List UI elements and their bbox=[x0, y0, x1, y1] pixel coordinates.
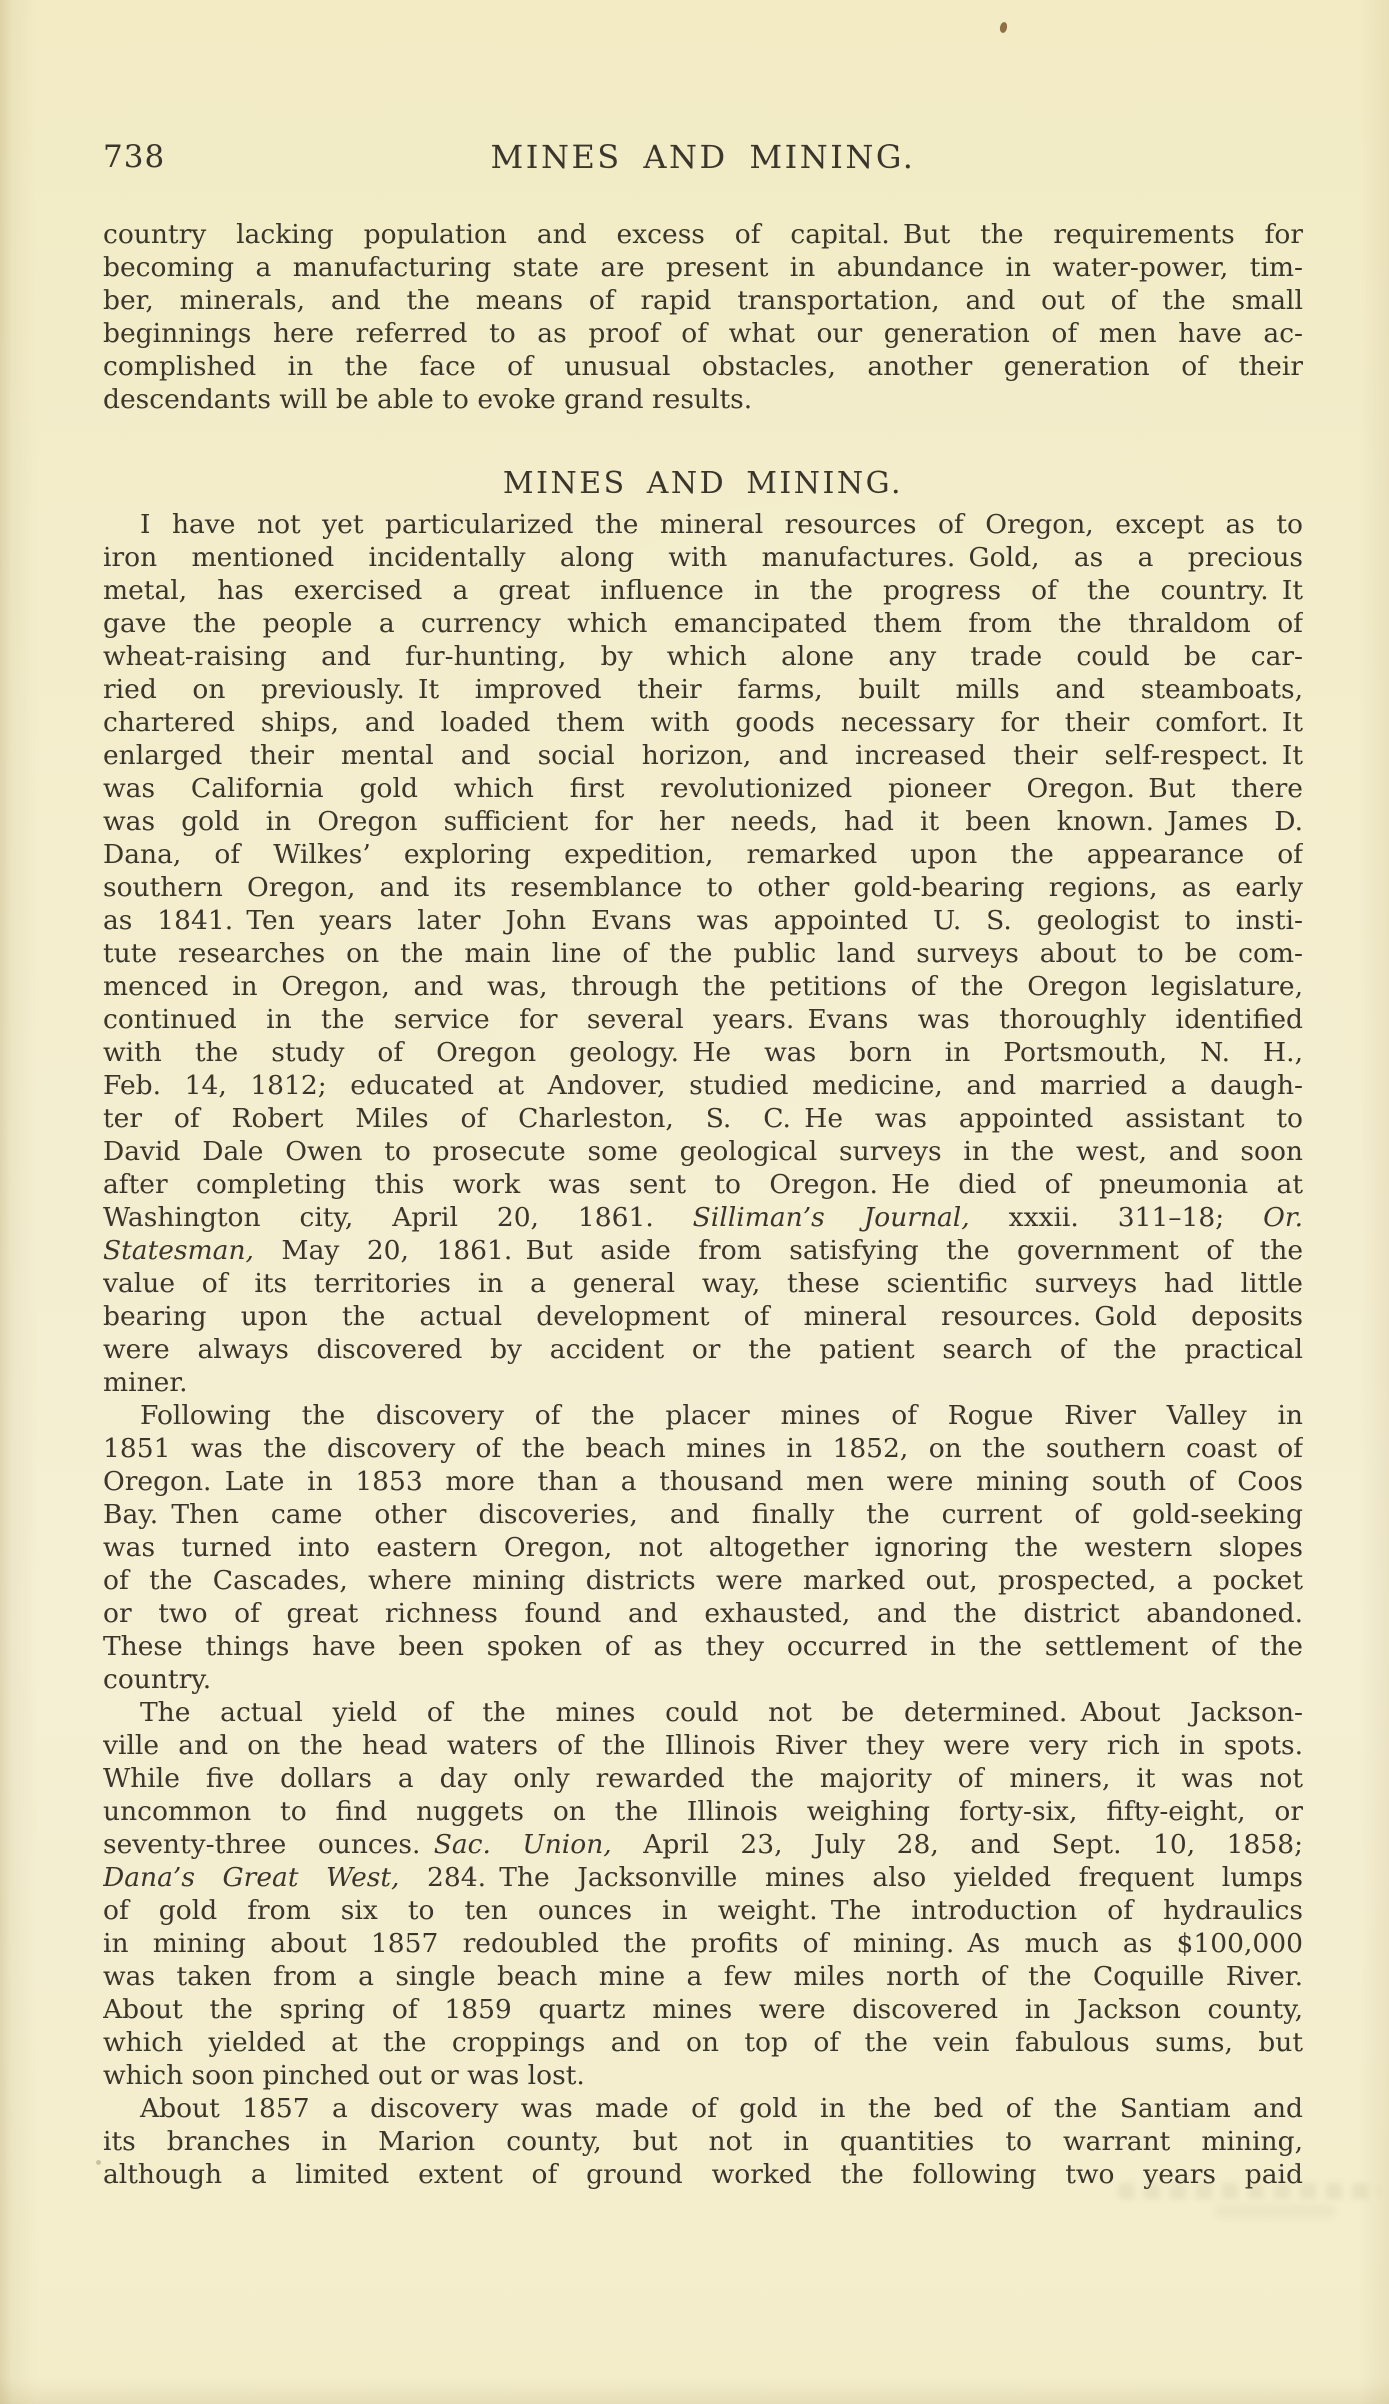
text-line: Following the discovery of the placer mines of Rogue River Valley in bbox=[140, 1400, 1303, 1431]
text-line: country lacking population and excess of capital. But the requirements for bbox=[103, 219, 1303, 250]
text-line: ried on previously. It improved their farms, built mills and steamboats, bbox=[103, 674, 1303, 705]
text-line: Washington city, April 20, 1861. Silliman’s Journal, xxxii. 311–18; Or. bbox=[103, 1202, 1303, 1233]
text-line: Dana, of Wilkes’ exploring expedition, remarked upon the appearance of bbox=[103, 839, 1303, 870]
paragraph bbox=[103, 218, 1303, 416]
text-line: were always discovered by accident or the patient search of the practical bbox=[103, 1334, 1303, 1365]
text-line: Bay. Then came other discoveries, and finally the current of gold-seeking bbox=[103, 1499, 1303, 1530]
text-line: wheat-raising and fur-hunting, by which alone any trade could be car- bbox=[103, 641, 1303, 672]
text-line: menced in Oregon, and was, through the petitions of the Oregon legislature, bbox=[103, 971, 1303, 1002]
text-line: tute researches on the main line of the public land surveys about to be com- bbox=[103, 938, 1303, 969]
text-line: which yielded at the croppings and on top of the vein fabulous sums, but bbox=[103, 2027, 1303, 2058]
text-line: bearing upon the actual development of mineral resources. Gold deposits bbox=[103, 1301, 1303, 1332]
text-line: as 1841. Ten years later John Evans was appointed U. S. geologist to insti- bbox=[103, 905, 1303, 936]
text-line: its branches in Marion county, but not in quantities to warrant mining, bbox=[103, 2126, 1303, 2157]
text-line: 1851 was the discovery of the beach mines in 1852, on the southern coast of bbox=[103, 1433, 1303, 1464]
paragraph bbox=[103, 508, 1303, 1399]
page-number: 738 bbox=[103, 139, 166, 175]
running-head bbox=[103, 136, 1303, 178]
text-line: ville and on the head waters of the Illinois River they were very rich in spots. bbox=[103, 1730, 1303, 1761]
text-line: enlarged their mental and social horizon, and increased their self-respect. It bbox=[103, 740, 1303, 771]
text-line: southern Oregon, and its resemblance to other gold-bearing regions, as early bbox=[103, 872, 1303, 903]
text-line: after completing this work was sent to Oregon. He died of pneumonia at bbox=[103, 1169, 1303, 1200]
text-line: The actual yield of the mines could not be determined. About Jackson- bbox=[140, 1697, 1303, 1728]
text-line: complished in the face of unusual obstacles, another generation of their bbox=[103, 351, 1303, 382]
italic-citation: Statesman, bbox=[103, 1235, 254, 1266]
text-line: Feb. 14, 1812; educated at Andover, studied medicine, and married a daugh- bbox=[103, 1070, 1303, 1101]
text-line: Statesman, May 20, 1861. But aside from satisfying the government of the bbox=[103, 1235, 1303, 1266]
text-line: descendants will be able to evoke grand results. bbox=[103, 384, 753, 415]
text-line: iron mentioned incidentally along with manufactures. Gold, as a precious bbox=[103, 542, 1303, 573]
running-title: MINES AND MINING. bbox=[490, 138, 916, 176]
text-line: gave the people a currency which emancipated them from the thraldom of bbox=[103, 608, 1303, 639]
text-line: was turned into eastern Oregon, not altogether ignoring the western slopes bbox=[103, 1532, 1303, 1563]
text-line: uncommon to find nuggets on the Illinois weighing forty-six, fifty-eight, or bbox=[103, 1796, 1303, 1827]
text-line: of the Cascades, where mining districts were marked out, prospected, a pocket bbox=[103, 1565, 1303, 1596]
text-line: was gold in Oregon sufficient for her needs, had it been known. James D. bbox=[103, 806, 1303, 837]
italic-citation: Or. bbox=[1263, 1202, 1303, 1233]
italic-citation: Silliman’s Journal, bbox=[692, 1202, 970, 1233]
text-line: These things have been spoken of as they occurred in the settlement of the bbox=[103, 1631, 1303, 1662]
text-line: beginnings here referred to as proof of what our generation of men have ac- bbox=[103, 318, 1303, 349]
text-line: was California gold which first revolutionized pioneer Oregon. But there bbox=[103, 773, 1303, 804]
text-line: chartered ships, and loaded them with goods necessary for their comfort. It bbox=[103, 707, 1303, 738]
text-line: ber, minerals, and the means of rapid transportation, and out of the small bbox=[103, 285, 1303, 316]
italic-citation: Sac. Union, bbox=[433, 1829, 612, 1860]
paper-speck-small bbox=[96, 2160, 101, 2165]
text-line: which soon pinched out or was lost. bbox=[103, 2060, 585, 2091]
text-line: continued in the service for several years. Evans was thoroughly identified bbox=[103, 1004, 1303, 1035]
body-text bbox=[103, 218, 1303, 2191]
text-line: While five dollars a day only rewarded the majority of miners, it was not bbox=[103, 1763, 1303, 1794]
text-line: in mining about 1857 redoubled the profits of mining. As much as $100,000 bbox=[103, 1928, 1303, 1959]
text-line: miner. bbox=[103, 1367, 188, 1398]
section-heading-gap bbox=[103, 416, 1303, 508]
text-line: of gold from six to ten ounces in weight. The introduction of hydraulics bbox=[103, 1895, 1303, 1926]
paragraph bbox=[103, 1399, 1303, 1696]
text-line: Dana’s Great West, 284. The Jacksonville mines also yielded frequent lumps bbox=[103, 1862, 1303, 1893]
paragraph bbox=[103, 1696, 1303, 2092]
ink-showthrough-2 bbox=[1215, 2205, 1335, 2217]
text-line: Oregon. Late in 1853 more than a thousand men were mining south of Coos bbox=[103, 1466, 1303, 1497]
text-line: ter of Robert Miles of Charleston, S. C. He was appointed assistant to bbox=[103, 1103, 1303, 1134]
text-line: I have not yet particularized the mineral resources of Oregon, except as to bbox=[140, 509, 1303, 540]
text-line: or two of great richness found and exhausted, and the district abandoned. bbox=[103, 1598, 1303, 1629]
text-line: seventy-three ounces. Sac. Union, April 23, July 28, and Sept. 10, 1858; bbox=[103, 1829, 1303, 1860]
text-line: metal, has exercised a great influence in the progress of the country. It bbox=[103, 575, 1303, 606]
text-line: About the spring of 1859 quartz mines were discovered in Jackson county, bbox=[103, 1994, 1303, 2025]
italic-citation: Dana’s Great West, bbox=[103, 1862, 400, 1893]
text-line: country. bbox=[103, 1664, 212, 1695]
text-line: value of its territories in a general way, these scientific surveys had little bbox=[103, 1268, 1303, 1299]
text-line: although a limited extent of ground worked the following two years paid bbox=[103, 2159, 1303, 2190]
text-line: About 1857 a discovery was made of gold in the bed of the Santiam and bbox=[140, 2093, 1303, 2124]
text-line: with the study of Oregon geology. He was born in Portsmouth, N. H., bbox=[103, 1037, 1303, 1068]
paper-speck bbox=[999, 21, 1008, 33]
section-heading: MINES AND MINING. bbox=[502, 466, 904, 501]
text-line: was taken from a single beach mine a few miles north of the Coquille River. bbox=[103, 1961, 1303, 1992]
text-line: becoming a manufacturing state are present in abundance in water-power, tim- bbox=[103, 252, 1303, 283]
text-line: David Dale Owen to prosecute some geological surveys in the west, and soon bbox=[103, 1136, 1303, 1167]
paragraph bbox=[103, 2092, 1303, 2191]
